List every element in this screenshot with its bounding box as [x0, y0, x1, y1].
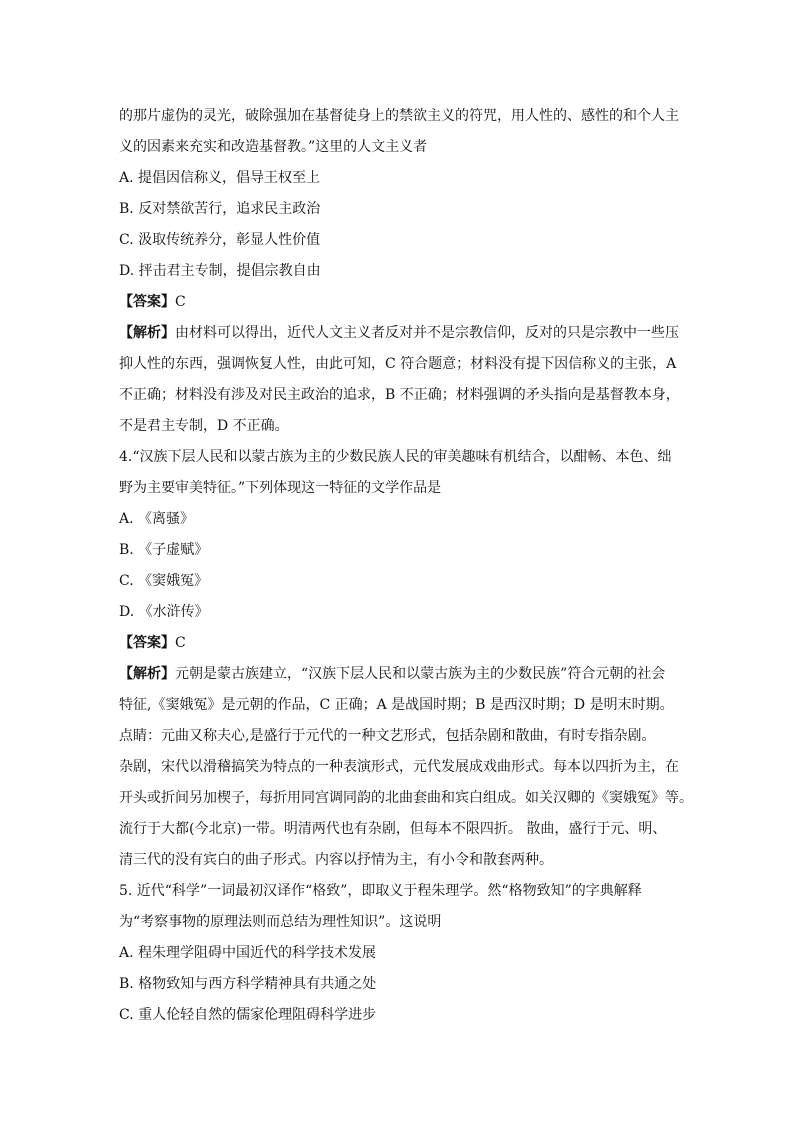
q4-analysis-line-2: 特征,《窦娥冤》是元朝的作品，C 正确；A 是战国时期；B 是西汉时期；D 是明末时期。 — [119, 697, 674, 713]
q5-stem-line-2: 为“考察事物的原理法则而总结为理性知识”。这说明 — [119, 914, 442, 930]
q4-option-b: B. 《子虚赋》 — [119, 542, 209, 558]
intro-line-2: 义的因素来充实和改造基督教。”这里的人文主义者 — [119, 139, 428, 155]
q4-tip-line-5: 清三代的没有宾白的曲子形式。内容以抒情为主，有小令和散套两种。 — [119, 852, 553, 868]
q4-tip-line-4: 流行于大都(今北京)一带。明清两代也有杂剧，但每本不限四折。 散曲，盛行于元、明、 — [119, 821, 667, 837]
q4-analysis-line-1 — [119, 659, 684, 690]
q3-analysis-line-1 — [119, 318, 684, 349]
q4-answer — [119, 628, 684, 659]
q3-option-b: B. 反对禁欲苦行，追求民主政治 — [119, 201, 321, 217]
q4-option-d: D. 《水浒传》 — [119, 604, 209, 620]
q3-option-a: A. 提倡因信称义，倡导王权至上 — [119, 170, 321, 186]
analysis-text: 由材料可以得出，近代人文主义者反对并不是宗教信仰，反对的只是宗教中一些压 — [175, 325, 679, 341]
q3-option-c: C. 汲取传统养分，彰显人性价值 — [119, 232, 321, 248]
q5-stem-line-1: 5. 近代“科学”一词最初汉译作“格致”，即取义于程朱理学。然“格物致知”的字典解释 — [119, 883, 642, 899]
answer-value: C — [175, 294, 186, 310]
q3-analysis-line-3: 不正确；材料没有涉及对民主政治的追求，B 不正确；材料强调的矛头指向是基督教本身， — [119, 387, 680, 403]
analysis-tag: 【解析】 — [119, 666, 175, 682]
analysis-tag: 【解析】 — [119, 325, 175, 341]
q5-option-b: B. 格物致知与西方科学精神具有共通之处 — [119, 976, 377, 992]
q3-analysis-line-2: 抑人性的东西，强调恢复人性，由此可知，C 符合题意；材料没有提下因信称义的主张，A — [119, 356, 677, 372]
q3-answer — [119, 287, 684, 318]
analysis-text: 元朝是蒙古族建立，“汉族下层人民和以蒙古族为主的少数民族”符合元朝的社会 — [175, 666, 666, 682]
q4-option-c: C. 《窦娥冤》 — [119, 573, 209, 589]
q5-option-c: C. 重人伦轻自然的儒家伦理阻碍科学进步 — [119, 1007, 377, 1023]
page-content — [119, 101, 693, 1031]
answer-value: C — [175, 635, 186, 651]
q4-tip-line-2: 杂剧，宋代以滑稽搞笑为特点的一种表演形式，元代发展成戏曲形式。每本以四折为主，在 — [119, 759, 679, 775]
q5-option-a: A. 程朱理学阻碍中国近代的科学技术发展 — [119, 945, 377, 961]
answer-tag: 【答案】 — [119, 635, 175, 651]
q4-stem-line-1: 4.“汉族下层人民和以蒙古族为主的少数民族人民的审美趣味有机结合，以酣畅、本色、绌 — [119, 449, 672, 465]
intro-line-1: 的那片虚伪的灵光，破除强加在基督徒身上的禁欲主义的符咒，用人性的、感性的和个人主 — [119, 108, 679, 124]
q4-option-a: A. 《离骚》 — [119, 511, 195, 527]
q4-tip-line-1: 点睛：元曲又称夫心,是盛行于元代的一种文艺形式，包括杂剧和散曲，有时专指杂剧。 — [119, 728, 656, 744]
q3-analysis-line-4: 不是君主专制，D 不正确。 — [119, 418, 289, 434]
q4-tip-line-3: 开头或折间另加楔子，每折用同宫调同韵的北曲套曲和宾白组成。如关汉卿的《窦娥冤》等。 — [119, 790, 693, 806]
answer-tag: 【答案】 — [119, 294, 175, 310]
q4-stem-line-2: 野为主要审美特征。”下列体现这一特征的文学作品是 — [119, 480, 442, 496]
q3-option-d: D. 抨击君主专制，提倡宗教自由 — [119, 263, 321, 279]
